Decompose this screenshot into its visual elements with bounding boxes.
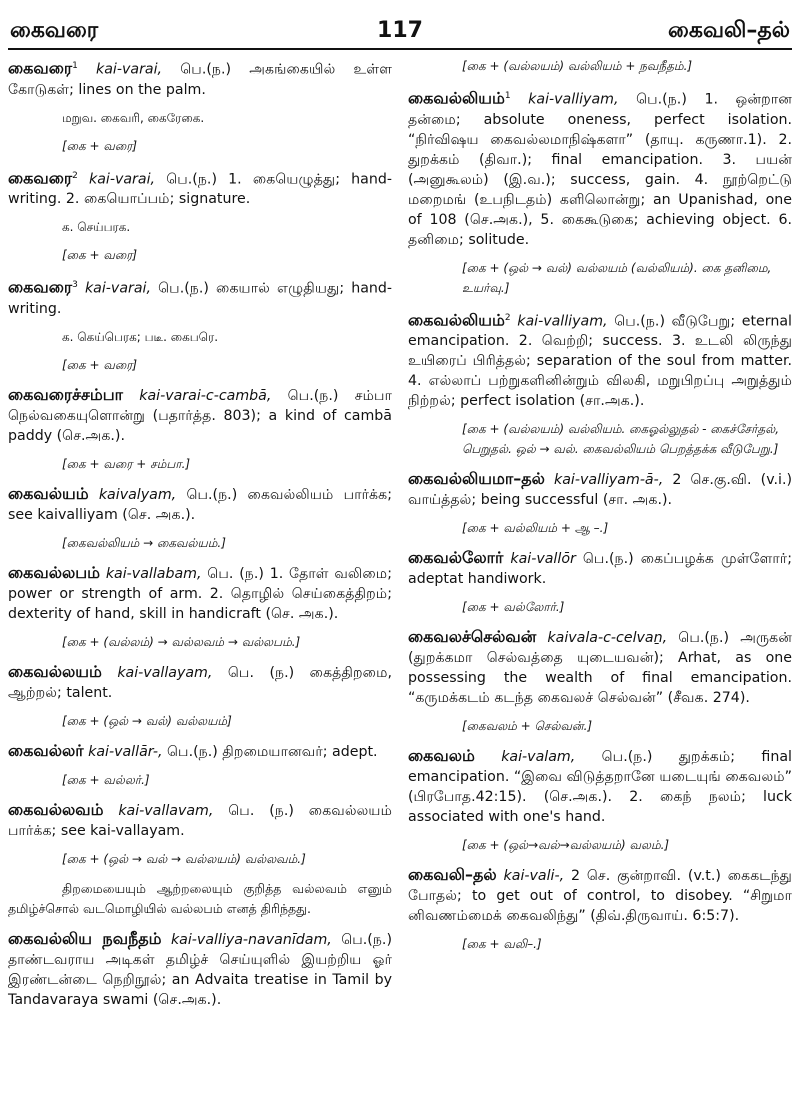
- etymology: [கை + (ஒல்→வல்→வல்லயம்) வலம்.]: [462, 838, 670, 853]
- definition: அகங்கையில் உள்ள கோடுகள்; lines on the palm.: [8, 61, 392, 98]
- transliteration: kai-valam,: [501, 749, 576, 766]
- left-column: [8, 56, 392, 1020]
- dictionary-entry: [408, 308, 792, 460]
- part-of-speech: பெ.(ந.): [601, 749, 653, 766]
- headword: கைவல்யம்: [8, 484, 89, 504]
- transliteration: kaivalyam,: [98, 487, 177, 504]
- transliteration: kai-valliya-navanīdam,: [170, 932, 332, 949]
- entry-text: [8, 741, 392, 762]
- entry-text: [8, 563, 392, 624]
- etymology: [கை + வரை + சம்பா.]: [62, 457, 191, 472]
- part-of-speech: பெ. (ந.): [207, 566, 264, 583]
- definition: அருகன் (துறக்கமா செல்வத்தை யுடையவன்); Arhat, as one possessing the wealth of final emancipation. “கருமக்கடம் கடந்த கைவலச் செல்வன்” (சீவக. 274).: [408, 630, 792, 707]
- usage-note: திறமையையும் ஆற்றலையும் குறித்த வல்லவம் எனும் தமிழ்ச்சொல் வடமொழியில் வல்லபம் எனத் திரிந்தது.: [8, 881, 392, 917]
- definition: தாண்டவராய அடிகள் தமிழ்ச் செய்யுளில் இயற்றிய ஓர் இரண்டன்டை நெறிநூல்; an Advaita treatise in Tamil by Tandavaraya swami (செ.அக.).: [8, 952, 392, 1009]
- etymology: [கை + வலி–.]: [462, 937, 542, 952]
- part-of-speech: பெ.(ந.): [582, 551, 634, 568]
- definition: கைப்பழக்க முள்ளோர்; adeptat handiwork.: [408, 551, 792, 588]
- etymology: [கை + (ஒல் → வல் → வல்லயம்) வல்லவம்.]: [62, 852, 306, 867]
- entry-text: [8, 166, 392, 210]
- entry-text: [8, 385, 392, 446]
- entry-text: [408, 86, 792, 250]
- definition: 1. கையெழுத்து; hand-writing. 2. கையொப்பம்; signature.: [8, 171, 392, 208]
- etymology: [கை + வரை]: [62, 138, 138, 153]
- definition: சம்பா நெல்வகையுளொன்று (பதார்த்த. 803); a kind of cambā paddy (செ.அக.).: [8, 388, 392, 445]
- headword: கைவலம்: [408, 746, 475, 766]
- definition: வீடுபேறு; eternal emancipation. 2. வெற்றி; success. 3. உடலி லிருந்து உயிரைப் பிரித்தல்; separation of the soul from matter. 4. எல்லாப் பற்றுகளினின்றும் விலகி, மறுபிறப்பு அறுத்தும் நிற்றல்; perfect isolation (சா.அக.).: [408, 313, 792, 410]
- headword: கைவல்லியம்: [408, 88, 505, 108]
- headword: கைவலி–தல்: [408, 865, 497, 885]
- headword: கைவல்லபம்: [8, 563, 101, 583]
- cognates: க. செய்பரக.: [62, 220, 131, 235]
- definition: கைகடந்து போதல்; to get out of control, to disobey. “சிறுமா னிவணம்மைக் கைவலிந்து” (திவ்.திருவாய். 6:5:7).: [408, 868, 792, 925]
- headword: கைவல்லவம்: [8, 800, 104, 820]
- etymology: [கை + வரை]: [62, 358, 138, 373]
- part-of-speech: 2 செ. குன்றாவி. (v.t.): [570, 868, 721, 885]
- dictionary-entry: [408, 627, 792, 736]
- definition: கையால் எழுதியது; hand-writing.: [8, 281, 393, 318]
- etymology: [கை + (வல்லம்) → வல்லவம் → வல்லபம்.]: [62, 635, 301, 650]
- entry-text: [408, 865, 792, 926]
- etymology: [கை + (வல்லயம்) வல்லியம் + நவநீதம்.]: [462, 59, 693, 73]
- transliteration: kaivala-c-celvaṉ,: [547, 630, 668, 647]
- part-of-speech: பெ.(ந.): [186, 487, 238, 504]
- definition: கைவல்லியம் பார்க்க; see kaivalliyam (செ. அக.).: [8, 487, 392, 524]
- etymology: [கைவலம் + செல்வன்.]: [462, 719, 593, 734]
- dictionary-entry: [8, 484, 392, 553]
- headword: கைவல்லயம்: [8, 662, 102, 682]
- definition: துறக்கம்; final emancipation. “இவை விடுத்தறானே யடையுங் கைவலம்” (பிரபோத.42:15). (செ.அக.). 2. கைந் நலம்; luck associated with one's hand.: [408, 749, 792, 826]
- transliteration: kai-vallār-,: [88, 744, 163, 761]
- transliteration: kai-valliyam,: [517, 313, 608, 330]
- homograph-number: 1: [72, 61, 78, 71]
- definition: திறமையானவர்; adept.: [222, 744, 378, 761]
- dictionary-entry: [8, 741, 392, 790]
- running-head-left: கைவரை: [10, 18, 99, 43]
- headword: கைவரை: [8, 58, 73, 78]
- dictionary-entry: [408, 469, 792, 538]
- headword: கைவல்லோர்: [408, 548, 504, 568]
- entry-text: [408, 308, 792, 412]
- headword: கைவல்லர்: [8, 741, 84, 761]
- cognates: க. கெய்பெரக; படீ. கைபரெ.: [62, 330, 219, 345]
- headword: கைவல்லியமா–தல்: [408, 469, 545, 489]
- etymology: [கை + (வல்லயம்) வல்லியம். கைஓல்லுதல் - கைச்சேர்தல், பெறுதல். ஒல் → வல். கைவல்லியம் பெறத்தக்க வீடுபேறு.]: [462, 422, 780, 457]
- etymology: [கை + (ஒல் → வல்) வல்லயம்]: [62, 714, 232, 729]
- etymology: [கை + வல்லர்.]: [62, 773, 150, 788]
- part-of-speech: பெ.(ந.): [636, 91, 687, 108]
- part-of-speech: பெ.(ந.): [678, 630, 730, 647]
- homograph-number: 1: [504, 91, 511, 101]
- dictionary-entry: [408, 86, 792, 298]
- dictionary-entry: [8, 56, 392, 156]
- transliteration: kai-vallayam,: [117, 665, 213, 682]
- dictionary-entry: [408, 548, 792, 617]
- part-of-speech: பெ.(ந.): [166, 171, 217, 188]
- dictionary-entry: [8, 275, 392, 375]
- transliteration: kai-vallabam,: [105, 566, 202, 583]
- entry-text: [8, 929, 392, 1010]
- homograph-number: 2: [72, 170, 78, 181]
- definition: 1. ஒன்றான தன்மை; absolute oneness, perfect isolation. “நிர்விஷய கைவல்லமாநிஷ்களா” (தாயு. கருணா.1). 2. துறக்கம் (திவா.); final emancipation. 3. பயன் (அனுகூலம்) (இ.வ.); success, gain. 4. நூற்றெட்டு மறைமங் (உபநிடதம்) களிலொன்று; an Upanishad, one of 108 (செ.அக.), 5. கைகூடுகை; achieving object. 6. தனிமை; solitude.: [408, 91, 793, 248]
- entry-text: [8, 275, 392, 319]
- etymology: [கைவல்லியம் → கைவல்யம்.]: [62, 536, 226, 551]
- headword: கைவரைச்சம்பா: [8, 385, 123, 405]
- headword: கைவலச்செல்வன்: [408, 627, 537, 647]
- transliteration: kai-vallavam,: [118, 803, 214, 820]
- entry-text: [8, 662, 392, 703]
- page-header: [8, 14, 792, 50]
- homograph-number: 3: [72, 280, 78, 291]
- entry-text: [408, 469, 792, 510]
- right-column: [408, 56, 792, 964]
- dictionary-entry: [8, 800, 392, 869]
- cognates: மறுவ. கைவரி, கைரேகை.: [62, 110, 205, 125]
- part-of-speech: பெ. (ந.): [227, 665, 295, 682]
- part-of-speech: பெ.(ந.): [341, 932, 392, 949]
- dictionary-entry: [8, 166, 392, 266]
- definition: வாய்த்தல்; being successful (சா. அக.).: [408, 492, 673, 509]
- transliteration: kai-varai,: [96, 61, 163, 78]
- entry-text: [408, 746, 792, 827]
- part-of-speech: பெ. (ந.): [228, 803, 294, 820]
- etymology: [கை + வல்லோர்.]: [462, 600, 565, 615]
- entry-text: [408, 627, 792, 708]
- part-of-speech: பெ.(ந.): [158, 281, 209, 298]
- dictionary-entry: [8, 662, 392, 731]
- transliteration: kai-valliyam-ā-,: [554, 472, 664, 489]
- transliteration: kai-varai,: [88, 171, 156, 188]
- definition: கைத்திறமை, ஆற்றல்; talent.: [8, 665, 393, 702]
- page-number: 117: [377, 18, 423, 43]
- headword: கைவரை: [8, 168, 73, 188]
- definition: கைவல்லயம் பார்க்க; see kai-vallayam.: [8, 803, 393, 840]
- etymology: [கை + வரை]: [62, 248, 138, 263]
- headword: கைவல்லிய நவநீதம்: [8, 929, 162, 949]
- transliteration: kai-valliyam,: [528, 91, 619, 108]
- definition: 1. தோள் வலிமை; power or strength of arm. 2. தொழில் செய்கைத்திறம்; dexterity of hand, skill in handicraft (செ. அக.).: [8, 566, 392, 623]
- dictionary-entry: [8, 929, 392, 1010]
- dictionary-entry: [8, 385, 392, 474]
- transliteration: kai-varai-c-cambā,: [139, 388, 272, 405]
- entry-text: [8, 484, 392, 525]
- entry-text: [8, 800, 392, 841]
- part-of-speech: பெ.(ந.): [614, 313, 665, 330]
- running-head-right: கைவலி–தல்: [668, 18, 790, 43]
- dictionary-entry: [408, 865, 792, 954]
- entry-text: [8, 56, 392, 100]
- part-of-speech: பெ.(ந.): [180, 61, 232, 78]
- etymology: [கை + (ஒல் → வல்) வல்லயம் (வல்லியம்). கை தனிமை, உயர்வு.]: [462, 260, 772, 295]
- headword: கைவல்லியம்: [408, 310, 505, 330]
- headword: கைவரை: [8, 278, 73, 298]
- etymology: [கை + வல்லியம் + ஆ –.]: [462, 521, 609, 536]
- part-of-speech: 2 செ.கு.வி. (v.i.): [672, 472, 792, 489]
- transliteration: kai-vali-,: [503, 868, 565, 885]
- transliteration: kai-varai,: [84, 281, 151, 298]
- homograph-number: 2: [504, 312, 511, 323]
- dictionary-entry: [408, 746, 792, 855]
- part-of-speech: பெ.(ந.): [166, 744, 218, 761]
- dictionary-entry: [8, 563, 392, 652]
- entry-text: [408, 548, 792, 589]
- part-of-speech: பெ.(ந.): [287, 388, 339, 405]
- transliteration: kai-vallōr: [510, 551, 576, 568]
